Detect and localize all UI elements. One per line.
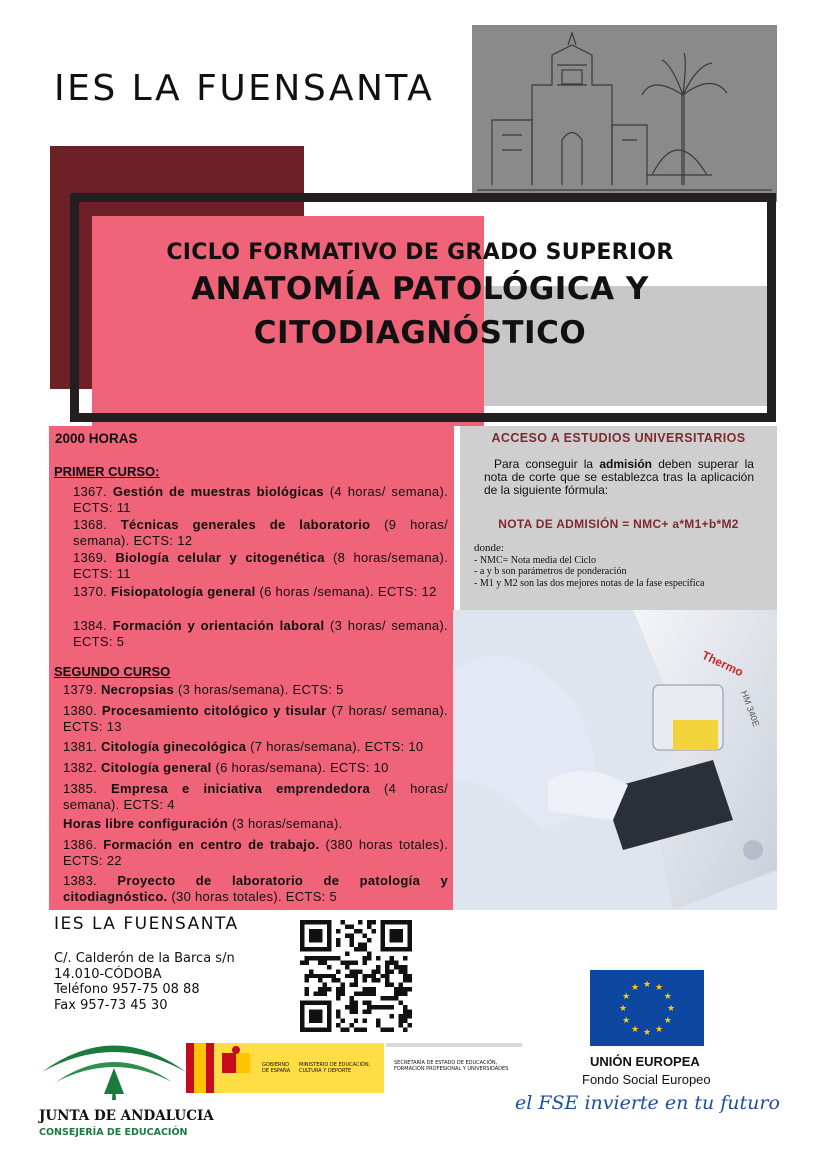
admission-notes xyxy=(474,543,705,589)
eu-star-icon: ★ xyxy=(622,992,631,1002)
note-item: - M1 y M2 son las dos mejores notas de la fase específica xyxy=(474,577,705,589)
city-line: 14.010-CÓDOBA xyxy=(54,966,162,982)
module-item xyxy=(73,517,448,548)
admission-text xyxy=(484,458,754,497)
module-code: 1369. xyxy=(73,550,108,565)
module-detail: (4 horas/ semana). ECTS: 4 xyxy=(63,781,448,812)
module-item xyxy=(63,781,448,812)
module-item xyxy=(63,873,448,904)
eu-star-icon: ★ xyxy=(642,1028,652,1038)
secretariat-label: SECRETARÍA DE ESTADO DE EDUCACIÓN, FORMACIÓN PROFESIONAL Y UNIVERSIDADES xyxy=(394,1060,509,1072)
module-name: Horas libre configuración xyxy=(63,816,228,831)
module-code: 1383. xyxy=(63,873,98,888)
course-title-block xyxy=(96,240,744,353)
module-code: 1385. xyxy=(63,781,98,796)
module-item xyxy=(73,584,448,600)
junta-name: JUNTA DE ANDALUCIA xyxy=(39,1108,214,1124)
module-code: 1370. xyxy=(73,584,108,599)
course-title-line1: ANATOMÍA PATOLÓGICA Y xyxy=(191,271,649,307)
module-code: 1382. xyxy=(63,760,98,775)
module-detail: (7 horas/ semana). ECTS: 13 xyxy=(63,703,448,734)
module-name: Formación y orientación laboral xyxy=(112,618,325,633)
qr-code[interactable] xyxy=(300,920,412,1032)
module-code: 1381. xyxy=(63,739,98,754)
module-name: Citología ginecológica xyxy=(100,739,247,754)
admission-text-before: Para conseguir la xyxy=(494,457,600,471)
module-name: Gestión de muestras biológicas xyxy=(112,484,324,499)
note-item: - NMC= Nota media del Ciclo xyxy=(474,554,597,566)
module-name: Citología general xyxy=(100,760,212,775)
module-detail: (380 horas totales). ECTS: 22 xyxy=(63,837,448,868)
module-detail: (6 horas /semana). ECTS: 12 xyxy=(259,584,437,599)
module-name: Formación en centro de trabajo. xyxy=(103,837,320,852)
module-detail: (7 horas/semana). ECTS: 10 xyxy=(250,739,424,754)
first-year-heading: PRIMER CURSO: xyxy=(54,464,160,479)
module-detail: (8 horas/semana). ECTS: 11 xyxy=(73,550,448,581)
total-hours: 2000 HORAS xyxy=(55,431,138,446)
module-item xyxy=(63,760,448,776)
admission-formula: NOTA DE ADMISIÓN = NMC+ a*M1+b*M2 xyxy=(498,517,739,531)
school-title: IES LA FUENSANTA xyxy=(54,68,435,109)
note-item: - a y b son parámetros de ponderación xyxy=(474,566,627,577)
eu-star-icon: ★ xyxy=(622,1016,631,1026)
module-name: Proyecto de laboratorio de patología y citodiagnóstico. xyxy=(63,873,448,904)
module-detail: (4 horas/ semana). ECTS: 11 xyxy=(73,484,448,515)
module-code: 1368. xyxy=(73,517,108,532)
module-item xyxy=(73,550,448,581)
module-detail: (3 horas/ semana). ECTS: 5 xyxy=(73,618,448,649)
module-code: 1379. xyxy=(63,682,98,697)
module-detail: (3 horas/semana). ECTS: 5 xyxy=(177,682,344,697)
gov-spain-label: GOBIERNO DE ESPAÑA xyxy=(262,1062,291,1074)
eu-name: UNIÓN EUROPEA xyxy=(590,1054,700,1069)
eu-star-icon: ★ xyxy=(663,992,672,1002)
module-name: Técnicas generales de laboratorio xyxy=(120,517,371,532)
eu-slogan: el FSE invierte en tu futuro xyxy=(515,1092,780,1114)
module-detail: (6 horas/semana). ECTS: 10 xyxy=(215,760,389,775)
module-detail: (3 horas/semana). xyxy=(231,816,343,831)
eu-star-icon: ★ xyxy=(630,1024,640,1035)
module-item xyxy=(63,816,448,832)
module-code: 1386. xyxy=(63,837,98,852)
eu-star-icon: ★ xyxy=(630,983,640,994)
fax-line: Fax 957-73 45 30 xyxy=(54,997,168,1013)
second-year-heading: SEGUNDO CURSO xyxy=(54,664,171,679)
junta-andalucia-logo xyxy=(34,1024,214,1144)
eu-star-icon: ★ xyxy=(642,980,652,990)
eu-star-icon: ★ xyxy=(666,1004,676,1014)
admission-text-bold: admisión xyxy=(599,457,652,471)
eu-flag-icon xyxy=(590,970,704,1046)
module-code: 1384. xyxy=(73,618,108,633)
course-title-line2: CITODIAGNÓSTICO xyxy=(253,315,587,351)
phone-line: Teléfono 957-75 08 88 xyxy=(54,982,200,997)
junta-dept: CONSEJERÍA DE EDUCACIÓN xyxy=(39,1127,188,1138)
admission-box xyxy=(460,426,777,610)
module-name: Necropsias xyxy=(100,682,175,697)
address-line: C/. Calderón de la Barca s/n xyxy=(54,951,235,966)
where-label: donde: xyxy=(474,542,504,554)
eu-star-icon: ★ xyxy=(663,1016,672,1026)
ministry-label: MINISTERIO DE EDUCACIÓN, CULTURA Y DEPORTE xyxy=(299,1062,371,1074)
eu-fund: Fondo Social Europeo xyxy=(582,1072,711,1087)
lab-microtome-photo xyxy=(453,610,777,910)
module-item xyxy=(63,703,448,734)
admission-title: ACCESO A ESTUDIOS UNIVERSITARIOS xyxy=(491,431,746,445)
building-sketch-image xyxy=(472,25,777,202)
program-panel xyxy=(49,426,454,910)
footer-school-name: IES LA FUENSANTA xyxy=(54,914,239,934)
model-label: HM 340E xyxy=(739,689,762,728)
module-code: 1367. xyxy=(73,484,108,499)
admission-text-after: deben superar la nota de corte que se establezca tras la aplicación de la siguiente fórmula: xyxy=(484,457,754,497)
module-code: 1380. xyxy=(63,703,98,718)
eu-star-icon: ★ xyxy=(618,1004,628,1014)
module-item xyxy=(73,484,448,515)
module-item xyxy=(63,739,448,755)
eu-star-icon: ★ xyxy=(654,1024,664,1035)
svg-text:Thermo: Thermo xyxy=(699,648,746,680)
module-item xyxy=(63,837,448,868)
module-name: Procesamiento citológico y tisular xyxy=(101,703,327,718)
footer-address-block xyxy=(54,951,235,1013)
module-name: Fisiopatología general xyxy=(110,584,256,599)
module-detail: (9 horas/ semana). ECTS: 12 xyxy=(73,517,448,548)
eu-star-icon: ★ xyxy=(654,983,664,994)
module-item xyxy=(63,682,448,698)
module-item xyxy=(73,618,448,649)
module-name: Biología celular y citogenética xyxy=(115,550,325,565)
course-subtitle: CICLO FORMATIVO DE GRADO SUPERIOR xyxy=(166,240,674,265)
spanish-government-logo xyxy=(186,1043,522,1093)
module-name: Empresa e iniciativa emprendedora xyxy=(111,781,370,796)
module-detail: (30 horas totales). ECTS: 5 xyxy=(171,888,338,904)
